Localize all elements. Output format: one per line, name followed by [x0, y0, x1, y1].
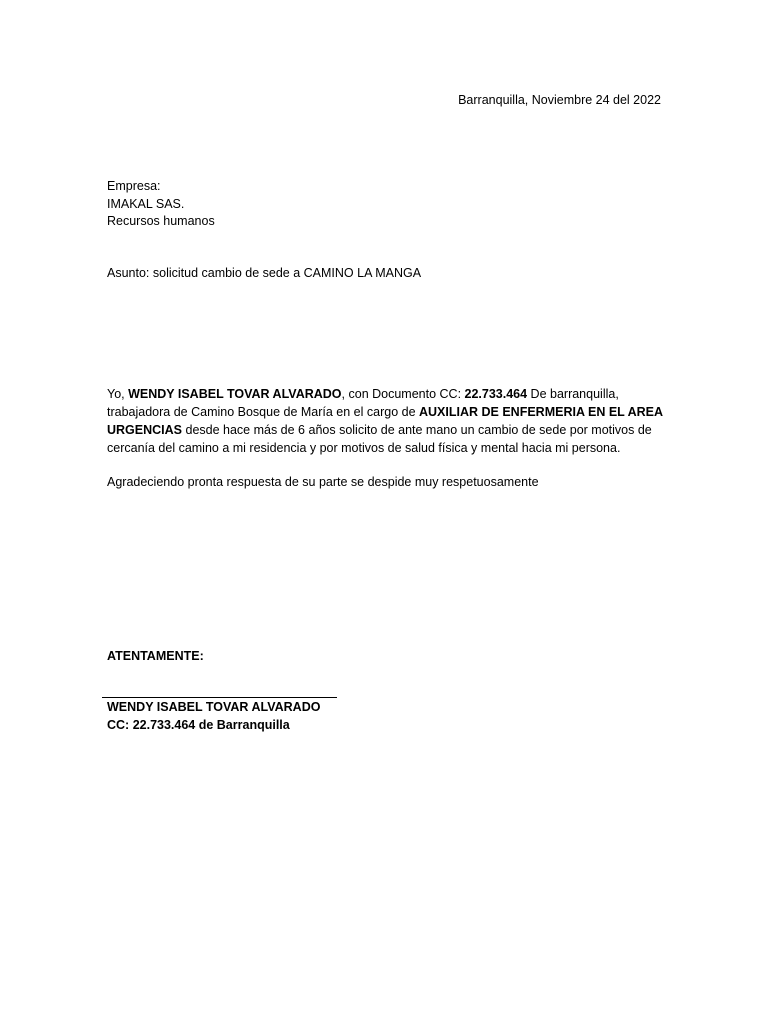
- letter-subject: Asunto: solicitud cambio de sede a CAMINO LA MANGA: [107, 266, 422, 280]
- closing: ATENTAMENTE:: [107, 649, 204, 663]
- recipient-label: Empresa:: [107, 179, 161, 193]
- body-text: desde hace más de 6 años solicito de ante mano un cambio de sede por motivos de cercanía del camino a mi residencia y por motivos de salud física y mental hacia mi persona.: [107, 423, 652, 455]
- body-paragraph-2: Agradeciendo pronta respuesta de su parte se despide muy respetuosamente: [107, 475, 539, 489]
- job-role: AUXILIAR DE ENFERMERIA EN EL AREA URGENCIAS: [107, 405, 663, 437]
- body-paragraph-1: [107, 385, 667, 457]
- recipient-company: IMAKAL SAS.: [107, 197, 185, 211]
- recipient-department: Recursos humanos: [107, 214, 215, 228]
- letter-date: Barranquilla, Noviembre 24 del 2022: [458, 93, 661, 107]
- signature-name: WENDY ISABEL TOVAR ALVARADO: [107, 700, 321, 714]
- sender-name: WENDY ISABEL TOVAR ALVARADO: [128, 387, 342, 401]
- document-number: 22.733.464: [464, 387, 528, 401]
- body-text: , con Documento CC:: [341, 387, 465, 401]
- signature-document: CC: 22.733.464 de Barranquilla: [107, 718, 290, 732]
- body-text: De barranquilla, trabajadora de Camino Bosque de María en el cargo de: [107, 387, 619, 419]
- body-text: Yo,: [107, 387, 129, 401]
